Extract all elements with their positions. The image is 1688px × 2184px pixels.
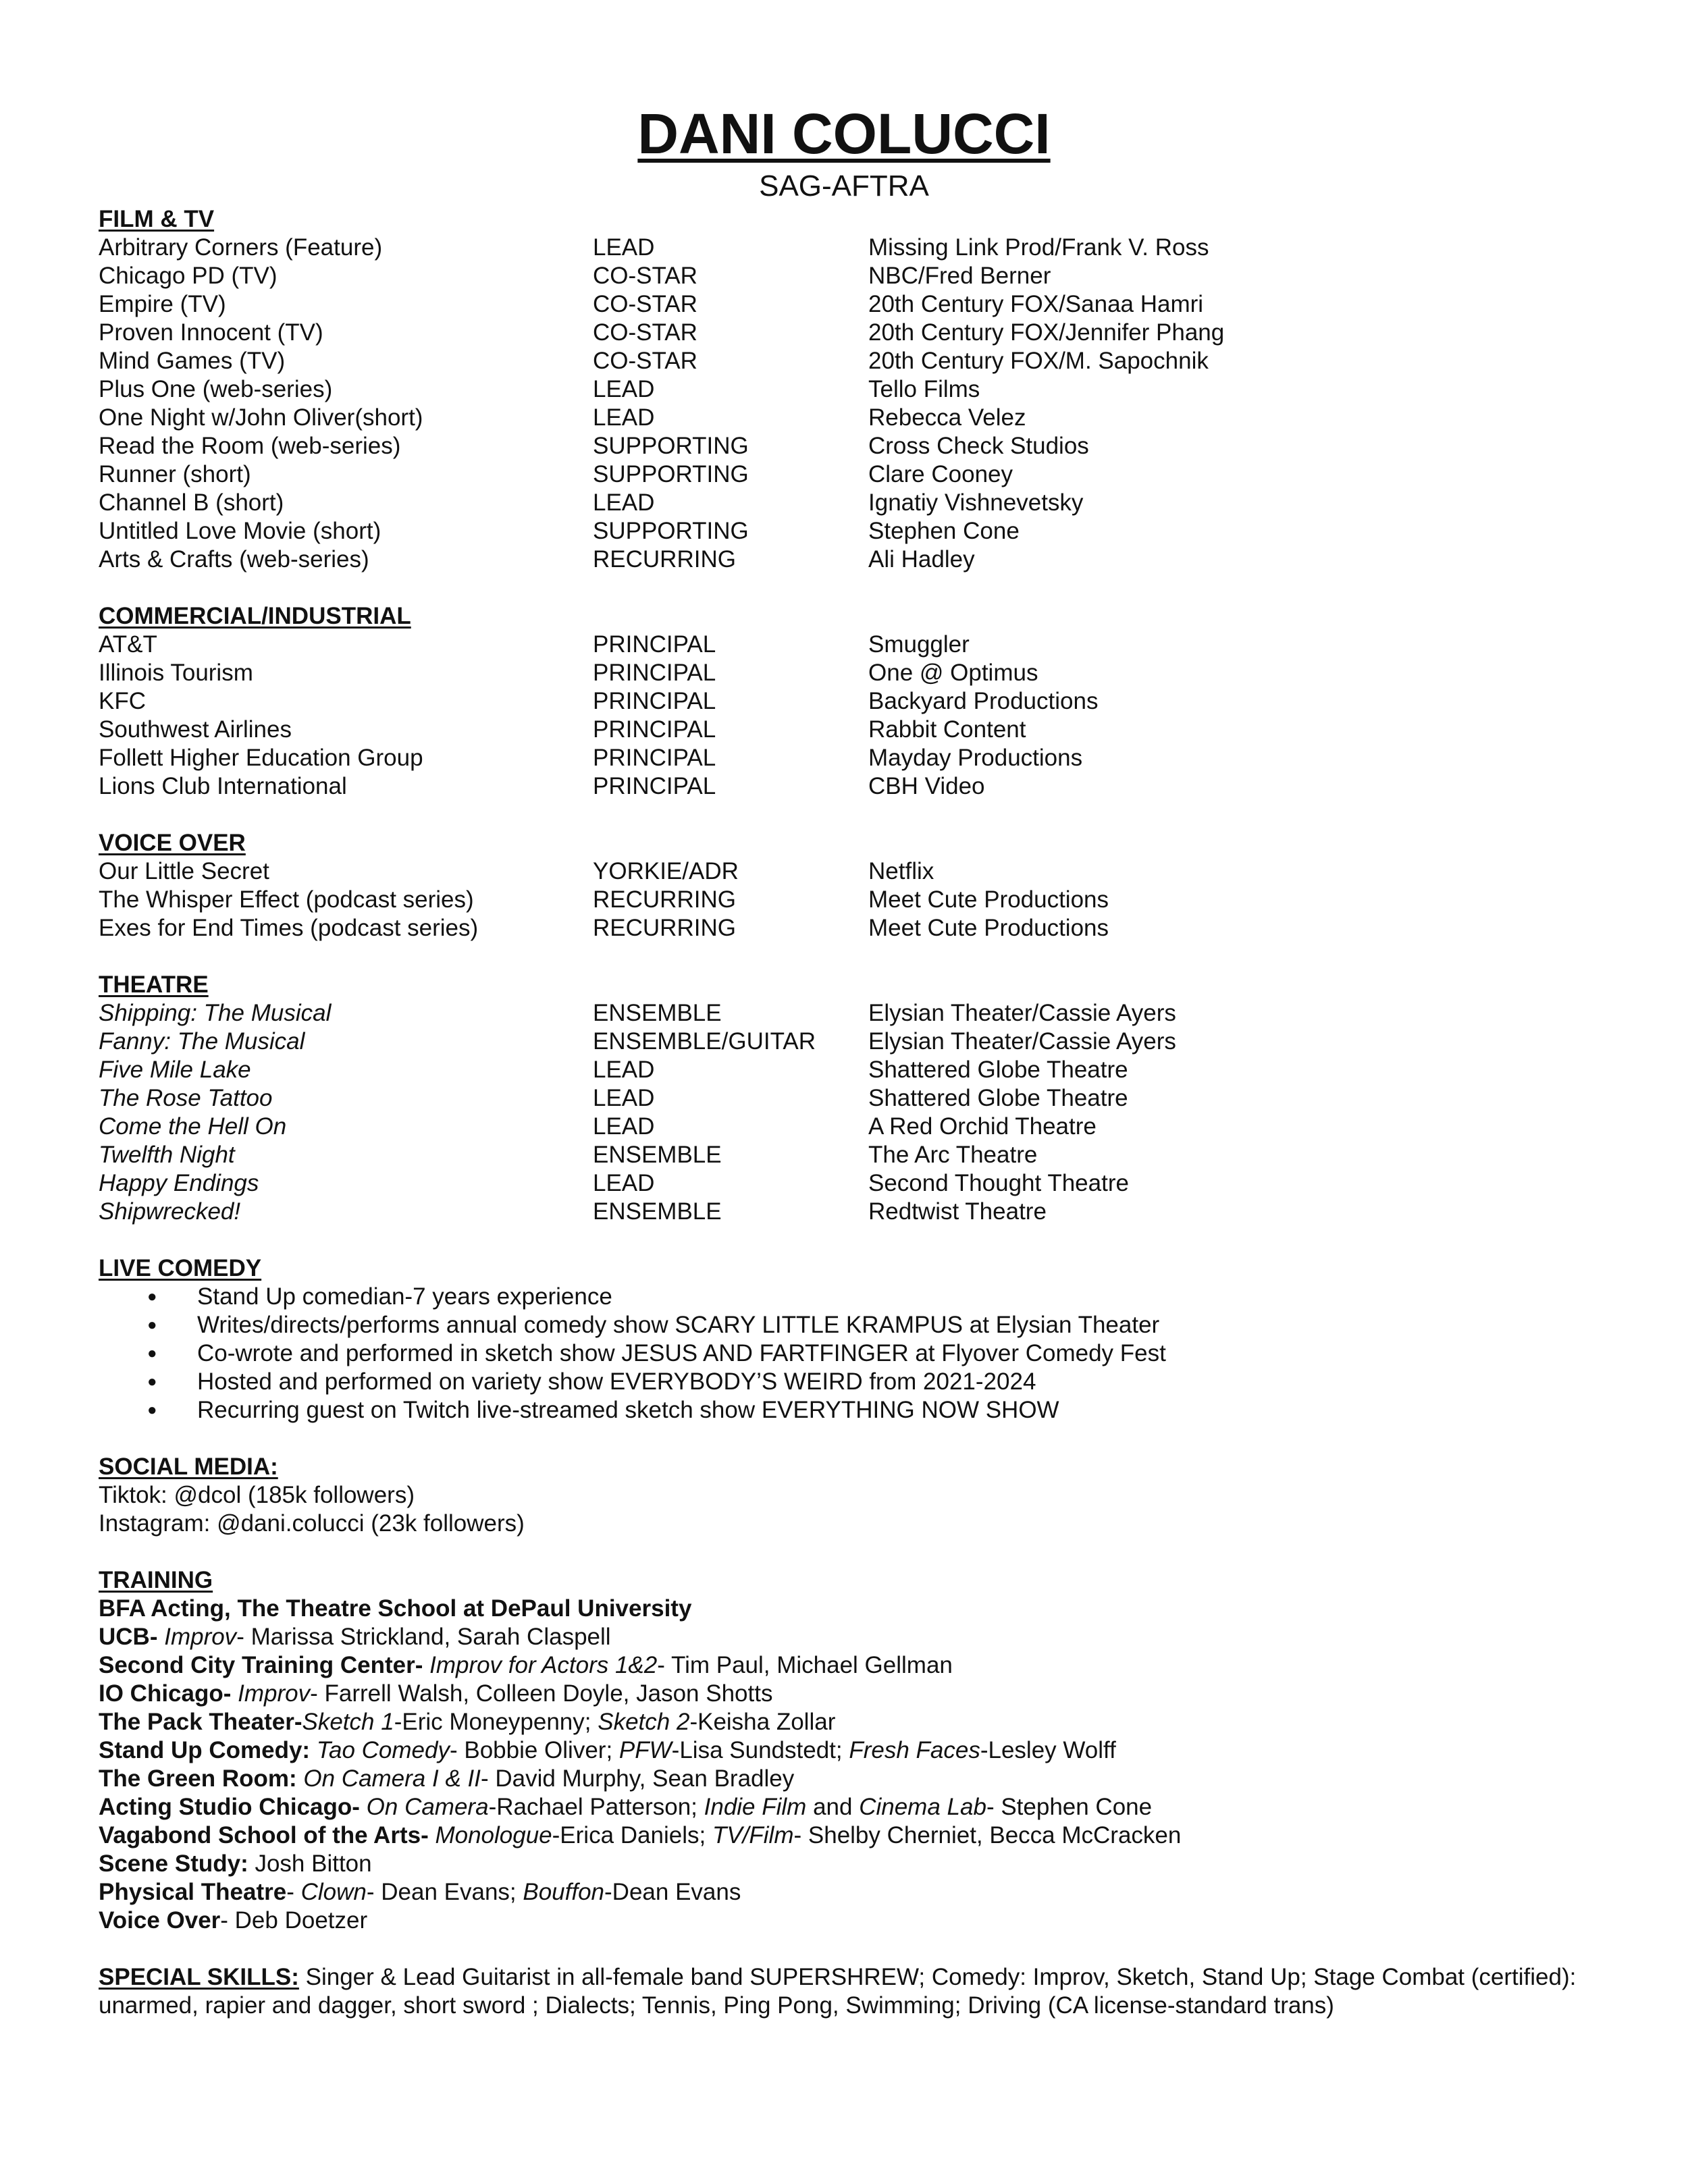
teacher-names: -Eric Moneypenny; bbox=[394, 1709, 598, 1735]
credit-company: Ali Hadley bbox=[868, 546, 975, 572]
school-name: Scene Study: bbox=[99, 1850, 248, 1877]
credit-row bbox=[99, 545, 1604, 574]
teacher-names: -Keisha Zollar bbox=[689, 1709, 836, 1735]
credit-row bbox=[99, 1056, 1604, 1084]
social-instagram: Instagram: @dani.colucci (23k followers) bbox=[99, 1510, 525, 1537]
credit-role: RECURRING bbox=[593, 546, 736, 572]
credit-row bbox=[99, 1198, 1604, 1226]
class-name: Sketch 2 bbox=[598, 1709, 690, 1735]
credit-title: Lions Club International bbox=[99, 773, 347, 799]
credit-role: LEAD bbox=[593, 489, 655, 516]
section-heading-commercial: COMMERCIAL/INDUSTRIAL bbox=[99, 603, 411, 629]
degree-text: BFA Acting, The Theatre School at DePaul University bbox=[99, 1595, 692, 1622]
training-scene-study bbox=[99, 1850, 1604, 1878]
credit-company: Cross Check Studios bbox=[868, 433, 1089, 459]
credit-company: CBH Video bbox=[868, 773, 985, 799]
credit-title: One Night w/John Oliver(short) bbox=[99, 404, 423, 431]
credit-company: Stephen Cone bbox=[868, 518, 1020, 544]
credit-title: Proven Innocent (TV) bbox=[99, 319, 323, 346]
class-name: TV/Film bbox=[712, 1822, 794, 1848]
credit-role: CO-STAR bbox=[593, 291, 697, 317]
credit-company: Ignatiy Vishnevetsky bbox=[868, 489, 1084, 516]
credit-company: Elysian Theater/Cassie Ayers bbox=[868, 1000, 1176, 1026]
teacher-names: - Shelby Cherniet, Becca McCracken bbox=[793, 1822, 1182, 1848]
school-name: Second City Training Center- bbox=[99, 1652, 423, 1678]
live-comedy-list bbox=[99, 1283, 1604, 1424]
credit-row bbox=[99, 716, 1604, 744]
section-heading-social-media: SOCIAL MEDIA: bbox=[99, 1454, 278, 1480]
section-heading-training: TRAINING bbox=[99, 1567, 213, 1593]
section-heading-special-skills: SPECIAL SKILLS: bbox=[99, 1964, 299, 1990]
section-spacer bbox=[99, 942, 1604, 971]
class-name: Bouffon bbox=[523, 1879, 605, 1905]
credit-title: Mind Games (TV) bbox=[99, 348, 286, 374]
training-green-room bbox=[99, 1765, 1604, 1793]
class-name: Improv bbox=[238, 1680, 311, 1707]
credit-title: Twelfth Night bbox=[99, 1142, 235, 1168]
credit-row bbox=[99, 375, 1604, 404]
credit-row bbox=[99, 517, 1604, 545]
credit-company: Mayday Productions bbox=[868, 745, 1083, 771]
credit-row bbox=[99, 1084, 1604, 1113]
training-pack bbox=[99, 1708, 1604, 1736]
teacher-names: -Erica Daniels; bbox=[552, 1822, 712, 1848]
training-ucb bbox=[99, 1623, 1604, 1651]
school-name: Voice Over bbox=[99, 1907, 221, 1934]
credit-role: SUPPORTING bbox=[593, 461, 749, 487]
credit-row bbox=[99, 886, 1604, 914]
credit-title: Chicago PD (TV) bbox=[99, 263, 278, 289]
teacher-names: - Stephen Cone bbox=[986, 1794, 1153, 1820]
credit-company: 20th Century FOX/Jennifer Phang bbox=[868, 319, 1225, 346]
training-acting-studio bbox=[99, 1793, 1604, 1821]
school-name: Stand Up Comedy: bbox=[99, 1737, 311, 1763]
credit-role: PRINCIPAL bbox=[593, 716, 716, 743]
credit-row bbox=[99, 687, 1604, 716]
teacher-names: - Deb Doetzer bbox=[220, 1907, 368, 1934]
commercial-credits bbox=[99, 631, 1604, 801]
credit-title: The Rose Tattoo bbox=[99, 1085, 273, 1111]
class-name: Monologue bbox=[435, 1822, 552, 1848]
section-spacer bbox=[99, 1226, 1604, 1254]
credit-role: ENSEMBLE bbox=[593, 1142, 722, 1168]
list-item: ● Writes/directs/performs annual comedy show SCARY LITTLE KRAMPUS at Elysian Theater bbox=[99, 1311, 1604, 1339]
class-name: Tao Comedy bbox=[316, 1737, 450, 1763]
credit-role: LEAD bbox=[593, 1057, 655, 1083]
credit-row bbox=[99, 857, 1604, 886]
section-heading-theatre: THEATRE bbox=[99, 971, 209, 998]
credit-company: The Arc Theatre bbox=[868, 1142, 1038, 1168]
credit-company: Tello Films bbox=[868, 376, 980, 402]
social-tiktok: Tiktok: @dcol (185k followers) bbox=[99, 1482, 415, 1508]
training-vagabond bbox=[99, 1821, 1604, 1850]
credit-role: ENSEMBLE bbox=[593, 1000, 722, 1026]
credit-role: PRINCIPAL bbox=[593, 745, 716, 771]
credit-title: Untitled Love Movie (short) bbox=[99, 518, 381, 544]
credit-row bbox=[99, 319, 1604, 347]
credit-row bbox=[99, 659, 1604, 687]
credit-company: 20th Century FOX/M. Sapochnik bbox=[868, 348, 1209, 374]
credit-company: Meet Cute Productions bbox=[868, 886, 1109, 913]
credit-role: SUPPORTING bbox=[593, 518, 749, 544]
skills-text: Singer & Lead Guitarist in all-female band SUPERSHREW; Comedy: Improv, Sketch, Stand Up; Stage Combat (certified): unarmed, rapier and dagger, short sword ; Dialects; Tennis, Ping Pong, Swimming; Driving (CA license-standard trans) bbox=[99, 1964, 1577, 2019]
credit-role: LEAD bbox=[593, 376, 655, 402]
section-heading-live-comedy: LIVE COMEDY bbox=[99, 1255, 262, 1281]
credit-title: Arts & Crafts (web-series) bbox=[99, 546, 369, 572]
class-name: On Camera bbox=[366, 1794, 489, 1820]
teacher-names: - Dean Evans; bbox=[366, 1879, 523, 1905]
list-item: ● Hosted and performed on variety show EVERYBODY’S WEIRD from 2021-2024 bbox=[99, 1368, 1604, 1396]
credit-title: Exes for End Times (podcast series) bbox=[99, 915, 479, 941]
school-name: Physical Theatre bbox=[99, 1879, 287, 1905]
class-name: Improv for Actors 1&2 bbox=[429, 1652, 658, 1678]
credit-title: AT&T bbox=[99, 631, 157, 658]
credit-role: SUPPORTING bbox=[593, 433, 749, 459]
credit-row bbox=[99, 999, 1604, 1028]
credit-row bbox=[99, 631, 1604, 659]
credit-row bbox=[99, 432, 1604, 460]
separator: - bbox=[286, 1879, 301, 1905]
theatre-credits bbox=[99, 999, 1604, 1226]
credit-role: ENSEMBLE bbox=[593, 1198, 722, 1225]
resume-page bbox=[99, 101, 1604, 2020]
class-name: Indie Film bbox=[704, 1794, 807, 1820]
credit-row bbox=[99, 1141, 1604, 1169]
credit-title: Happy Endings bbox=[99, 1170, 259, 1196]
credit-company: Rebecca Velez bbox=[868, 404, 1026, 431]
class-name: Improv bbox=[164, 1624, 237, 1650]
training-standup bbox=[99, 1736, 1604, 1765]
credit-company: Shattered Globe Theatre bbox=[868, 1085, 1128, 1111]
credit-title: Shipping: The Musical bbox=[99, 1000, 332, 1026]
teacher-names: - David Murphy, Sean Bradley bbox=[480, 1765, 795, 1792]
credit-title: Southwest Airlines bbox=[99, 716, 292, 743]
credit-role: PRINCIPAL bbox=[593, 773, 716, 799]
credit-company: Smuggler bbox=[868, 631, 970, 658]
training-second-city bbox=[99, 1651, 1604, 1680]
school-name: Vagabond School of the Arts- bbox=[99, 1822, 429, 1848]
credit-title: Fanny: The Musical bbox=[99, 1028, 305, 1055]
teacher-names: - Marissa Strickland, Sarah Claspell bbox=[236, 1624, 611, 1650]
credit-company: Netflix bbox=[868, 858, 934, 884]
credit-company: Redtwist Theatre bbox=[868, 1198, 1047, 1225]
credit-role: YORKIE/ADR bbox=[593, 858, 739, 884]
credit-title: Empire (TV) bbox=[99, 291, 226, 317]
actor-name: DANI COLUCCI bbox=[637, 102, 1051, 165]
credit-title: Follett Higher Education Group bbox=[99, 745, 423, 771]
list-item: ● Stand Up comedian-7 years experience bbox=[99, 1283, 1604, 1311]
teacher-names: -Lesley Wolff bbox=[980, 1737, 1116, 1763]
section-heading-voice-over: VOICE OVER bbox=[99, 830, 246, 856]
credit-row bbox=[99, 262, 1604, 290]
credit-title: Illinois Tourism bbox=[99, 660, 253, 686]
credit-title: Read the Room (web-series) bbox=[99, 433, 401, 459]
credit-role: PRINCIPAL bbox=[593, 688, 716, 714]
credit-title: Arbitrary Corners (Feature) bbox=[99, 234, 383, 261]
section-spacer bbox=[99, 574, 1604, 602]
class-name: Clown bbox=[300, 1879, 367, 1905]
voice-over-credits bbox=[99, 857, 1604, 942]
list-item: ● Recurring guest on Twitch live-streamed sketch show EVERYTHING NOW SHOW bbox=[99, 1396, 1604, 1424]
credit-company: A Red Orchid Theatre bbox=[868, 1113, 1097, 1140]
credit-role: LEAD bbox=[593, 1085, 655, 1111]
class-name: Sketch 1 bbox=[302, 1709, 394, 1735]
credit-role: PRINCIPAL bbox=[593, 660, 716, 686]
credit-company: Rabbit Content bbox=[868, 716, 1026, 743]
teacher-names: - Bobbie Oliver; bbox=[449, 1737, 619, 1763]
class-name: Cinema Lab bbox=[859, 1794, 986, 1820]
school-name: Acting Studio Chicago- bbox=[99, 1794, 360, 1820]
credit-role: LEAD bbox=[593, 234, 655, 261]
teacher-names: Josh Bitton bbox=[248, 1850, 372, 1877]
credit-role: CO-STAR bbox=[593, 263, 697, 289]
list-item: ● Co-wrote and performed in sketch show JESUS AND FARTFINGER at Flyover Comedy Fest bbox=[99, 1339, 1604, 1368]
credit-role: LEAD bbox=[593, 1113, 655, 1140]
credit-company: Meet Cute Productions bbox=[868, 915, 1109, 941]
credit-title: The Whisper Effect (podcast series) bbox=[99, 886, 474, 913]
credit-row bbox=[99, 234, 1604, 262]
school-name: The Green Room: bbox=[99, 1765, 297, 1792]
credit-role: PRINCIPAL bbox=[593, 631, 716, 658]
credit-row bbox=[99, 914, 1604, 942]
credit-role: RECURRING bbox=[593, 915, 736, 941]
credit-role: LEAD bbox=[593, 1170, 655, 1196]
training-physical-theatre bbox=[99, 1878, 1604, 1907]
school-name: IO Chicago- bbox=[99, 1680, 232, 1707]
school-name: The Pack Theater- bbox=[99, 1709, 302, 1735]
credit-role: RECURRING bbox=[593, 886, 736, 913]
credit-title: Shipwrecked! bbox=[99, 1198, 241, 1225]
credit-company: Shattered Globe Theatre bbox=[868, 1057, 1128, 1083]
training-voice-over bbox=[99, 1907, 1604, 1935]
training-degree bbox=[99, 1595, 1604, 1623]
credit-row bbox=[99, 460, 1604, 489]
credit-row bbox=[99, 404, 1604, 432]
credit-company: One @ Optimus bbox=[868, 660, 1038, 686]
special-skills bbox=[99, 1963, 1604, 2020]
film-tv-credits bbox=[99, 234, 1604, 574]
teacher-names: - Tim Paul, Michael Gellman bbox=[657, 1652, 953, 1678]
class-name: Fresh Faces bbox=[849, 1737, 980, 1763]
class-name: On Camera I & II bbox=[303, 1765, 481, 1792]
credit-title: Come the Hell On bbox=[99, 1113, 287, 1140]
class-name: PFW bbox=[618, 1737, 672, 1763]
credit-title: Five Mile Lake bbox=[99, 1057, 251, 1083]
credit-company: NBC/Fred Berner bbox=[868, 263, 1051, 289]
credit-title: Channel B (short) bbox=[99, 489, 284, 516]
credit-title: Runner (short) bbox=[99, 461, 251, 487]
section-spacer bbox=[99, 1935, 1604, 1963]
credit-company: Elysian Theater/Cassie Ayers bbox=[868, 1028, 1176, 1055]
teacher-names: -Rachael Patterson; bbox=[488, 1794, 704, 1820]
credit-role: CO-STAR bbox=[593, 348, 697, 374]
teacher-names: - Farrell Walsh, Colleen Doyle, Jason Shotts bbox=[310, 1680, 773, 1707]
credit-row bbox=[99, 1113, 1604, 1141]
credit-row bbox=[99, 1028, 1604, 1056]
union-affiliation: SAG-AFTRA bbox=[759, 169, 929, 203]
credit-role: LEAD bbox=[593, 404, 655, 431]
credit-company: Backyard Productions bbox=[868, 688, 1099, 714]
section-heading-film-tv: FILM & TV bbox=[99, 206, 215, 232]
credit-company: Clare Cooney bbox=[868, 461, 1013, 487]
credit-company: 20th Century FOX/Sanaa Hamri bbox=[868, 291, 1204, 317]
section-spacer bbox=[99, 1538, 1604, 1566]
credit-row bbox=[99, 1169, 1604, 1198]
credit-title: Plus One (web-series) bbox=[99, 376, 333, 402]
school-name: UCB- bbox=[99, 1624, 158, 1650]
credit-role: CO-STAR bbox=[593, 319, 697, 346]
credit-row bbox=[99, 744, 1604, 772]
credit-row bbox=[99, 347, 1604, 375]
credit-role: ENSEMBLE/GUITAR bbox=[593, 1028, 816, 1055]
credit-company: Second Thought Theatre bbox=[868, 1170, 1129, 1196]
conjunction: and bbox=[806, 1794, 860, 1820]
teacher-names: -Lisa Sundstedt; bbox=[671, 1737, 849, 1763]
training-io bbox=[99, 1680, 1604, 1708]
section-spacer bbox=[99, 1424, 1604, 1453]
credit-company: Missing Link Prod/Frank V. Ross bbox=[868, 234, 1209, 261]
section-spacer bbox=[99, 801, 1604, 829]
credit-title: KFC bbox=[99, 688, 146, 714]
credit-title: Our Little Secret bbox=[99, 858, 269, 884]
credit-row bbox=[99, 772, 1604, 801]
credit-row bbox=[99, 290, 1604, 319]
credit-row bbox=[99, 489, 1604, 517]
teacher-names: -Dean Evans bbox=[604, 1879, 741, 1905]
